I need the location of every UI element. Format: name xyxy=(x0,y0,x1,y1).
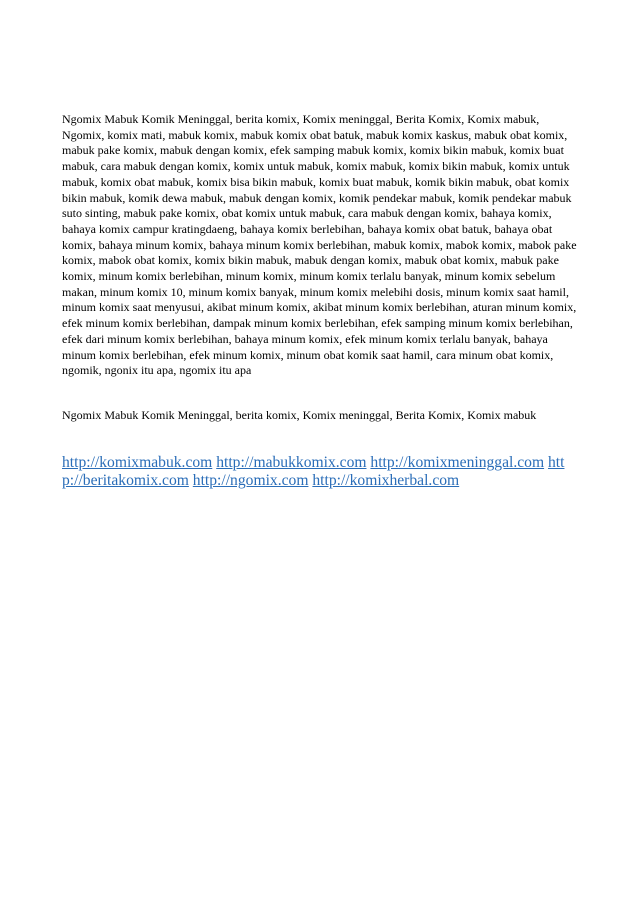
keyword-paragraph: Ngomix Mabuk Komik Meninggal, berita komix, Komix meninggal, Berita Komix, Komix mabuk, Ngomix, komix mati, mabuk komix, mabuk komix obat batuk, mabuk komix kaskus, mabuk obat komix, mabuk pake komix, mabuk dengan komix, efek samping mabuk komix, komix bikin mabuk, komix buat mabuk, cara mabuk dengan komix, komix untuk mabuk, komix mabuk, komix bikin mabuk, komix untuk mabuk, komix obat mabuk, komix bisa bikin mabuk, komix buat mabuk, komik bikin mabuk, obat komix bikin mabuk, komik dewa mabuk, mabuk dengan komix, komik pendekar mabuk, komik pendekar mabuk suto sinting, mabuk pake komix, obat komix untuk mabuk, cara mabuk dengan komix, bahaya komix, bahaya komix campur kratingdaeng, bahaya komix berlebihan, bahaya komix obat batuk, bahaya obat komix, bahaya minum komix, bahaya minum komix berlebihan, mabuk komix, mabok komix, mabok pake komix, mabok obat komix, komix bikin mabuk, mabuk dengan komix, mabuk obat komix, mabuk pake komix, minum komix berlebihan, minum komix, minum komix terlalu banyak, minum komix sebelum makan, minum komix 10, minum komix banyak, minum komix melebihi dosis, minum komix saat hamil, minum komix saat menyusui, akibat minum komix, akibat minum komix berlebihan, aturan minum komix, efek minum komix berlebihan, dampak minum komix berlebihan, efek samping minum komix berlebihan, efek dari minum komix berlebihan, bahaya minum komix, efek minum komix terlalu banyak, bahaya minum komix berlebihan, efek minum komix, minum obat komik saat hamil, cara minum obat komix, ngomik, ngonix itu apa, ngomix itu apa xyxy=(62,112,577,378)
link-list xyxy=(62,454,580,491)
link-mabukkomix[interactable]: http://mabukkomix.com xyxy=(216,453,367,471)
link-komixherbal[interactable]: http://komixherbal.com xyxy=(312,472,460,490)
link-ngomix[interactable]: http://ngomix.com xyxy=(192,472,309,490)
document-body xyxy=(62,112,580,491)
link-beritakomix[interactable]: http://beritakomix.com xyxy=(62,453,565,490)
summary-line: Ngomix Mabuk Komik Meninggal, berita komix, Komix meninggal, Berita Komix, Komix mabuk xyxy=(62,407,537,422)
link-komixmeninggal[interactable]: http://komixmeninggal.com xyxy=(370,453,545,471)
link-komixmabuk[interactable]: http://komixmabuk.com xyxy=(62,453,213,471)
